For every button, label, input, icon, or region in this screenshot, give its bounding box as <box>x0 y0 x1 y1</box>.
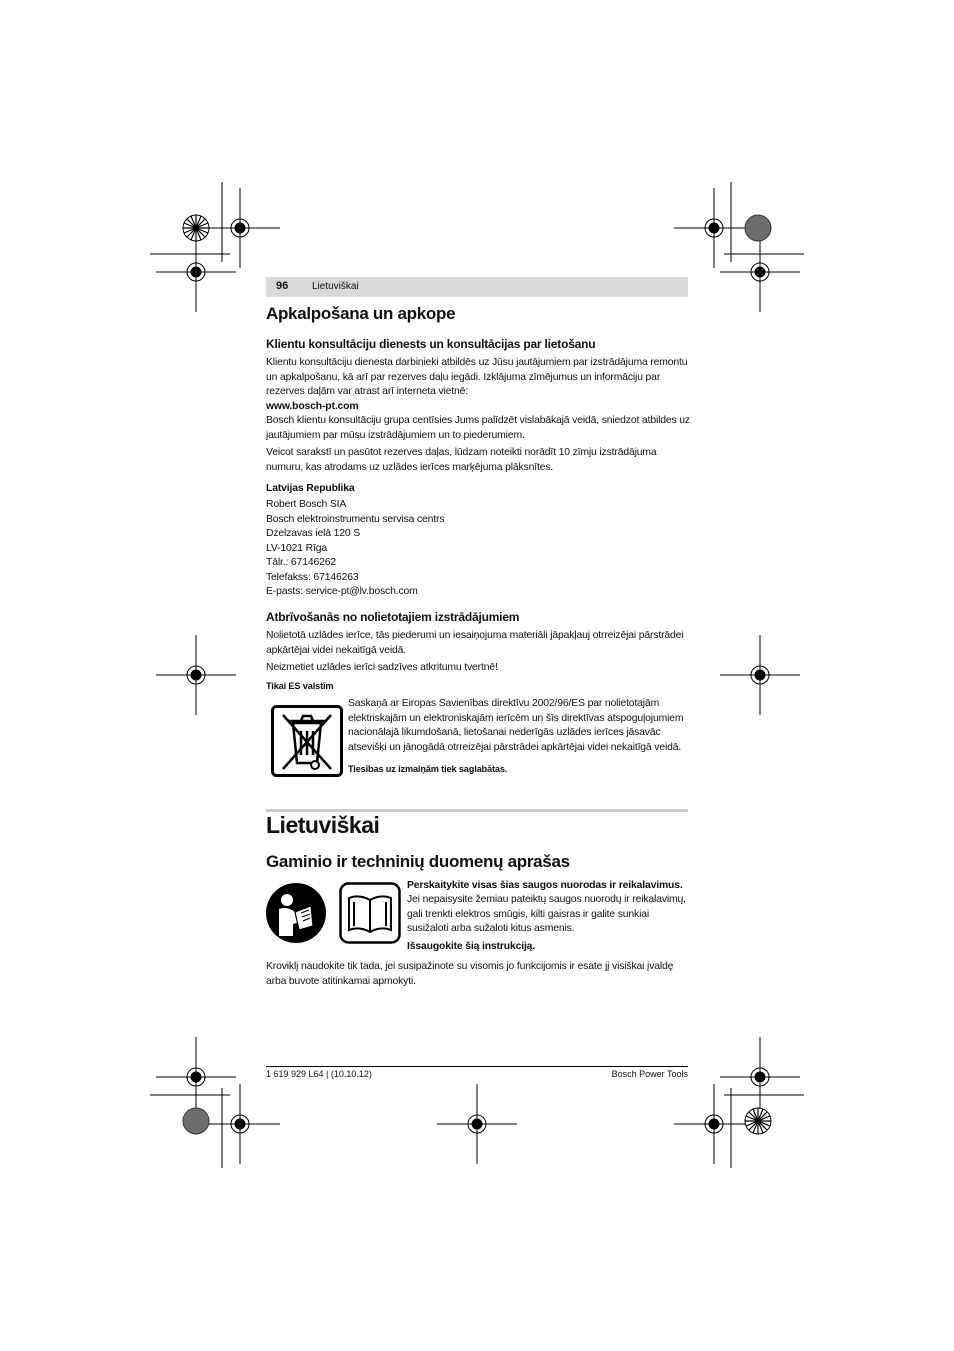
address-line: Telefakss: 67146263 <box>266 572 359 583</box>
section-title-lv: Apkalpošana un apkope <box>266 304 456 323</box>
section-subtitle-lt: Gaminio ir techninių duomenų aprašas <box>266 852 570 871</box>
address-line: Dzelzavas ielā 120 S <box>266 528 361 539</box>
consult-paragraph-1: Klientu konsultāciju dienesta darbinieki atbildēs uz Jūsu jautājumiem par izstrādājuma remontu un apkalpošanu, kā arī par rezerves daļu iegādi. Izklājuma zīmējumus un informāciju par rezerves daļām var atrast arī interneta vietnē: <box>266 357 688 398</box>
page-number: 96 <box>276 280 289 292</box>
read-manual-person-icon <box>265 882 327 944</box>
eu-only-label: Tikai ES valstīm <box>266 681 334 691</box>
disposal-paragraph-2: Neizmetiet uzlādes ierīci sadzīves atkritumu tvertnē! <box>266 662 498 673</box>
website-link[interactable]: www.bosch-pt.com <box>266 401 359 412</box>
manual-book-icon <box>339 882 401 944</box>
country-heading: Latvijas Republika <box>266 483 355 494</box>
consult-paragraph-2: Bosch klientu konsultāciju grupa centīsies Jums palīdzēt vislabākajā veidā, sniedzot atbildes uz jautājumiem par mūsu izstrādājumiem un to piederumiem. <box>266 415 690 441</box>
address-line: Robert Bosch SIA <box>266 499 347 510</box>
address-line: Tālr.: 67146262 <box>266 557 336 568</box>
safety-warning-text: Jei nepaisysite žemiau pateiktų saugos nuorodų ir reikalavimų, gali trenkti elektros smūgis, kilti gaisras ir galite sunkiai susižaloti arba sužaloti kitus asmenis. <box>407 894 686 935</box>
footer-rule <box>266 1066 688 1067</box>
reserve-rights-note: Tiesības uz izmaiņām tiek saglabātas. <box>348 764 508 774</box>
address-line: LV-1021 Rīga <box>266 543 327 554</box>
registration-mark-icon <box>200 188 280 268</box>
weee-bin-icon <box>271 705 343 777</box>
consult-paragraph-3: Veicot sarakstī un pasūtot rezerves daļas, lūdzam noteikti norādīt 10 zīmju izstrādājuma numuru, kas atrodams uz uzlādes ierīces marķējuma plāksnītes. <box>266 447 657 473</box>
eu-directive-text: Saskaņā ar Eiropas Savienības direktīvu 2002/96/ES par nolietotajām elektriskajām un elektroniskajām ierīcēm un šīs direktīvas atspoguļojumiem nacionālajā likumdošanā, lietošanai nederīgās uzlādes ierīces jāsavāc atsevišķi un jānogādā otrreizējai pārstrādei apkārtējai videi nekaitīgā veidā. <box>348 698 684 753</box>
address-line: Bosch elektroinstrumentu servisa centrs <box>266 514 445 525</box>
consult-heading: Klientu konsultāciju dienests un konsultācijas par lietošanu <box>266 337 596 351</box>
keep-instructions-note: Išsaugokite šią instrukciją. <box>407 941 536 952</box>
document-code: 1 619 929 L64 | (10.10.12) <box>266 1069 372 1079</box>
disposal-heading: Atbrīvošanās no nolietotajiem izstrādājumiem <box>266 610 520 624</box>
disposal-paragraph-1: Nolietotā uzlādes ierīce, tās piederumi un iesaiņojuma materiāli jāpakļauj otrreizējai pārstrādei apkārtējai videi nekaitīgā veidā. <box>266 630 684 656</box>
email-line[interactable]: E-pasts: service-pt@lv.bosch.com <box>266 586 418 597</box>
footer-brand: Bosch Power Tools <box>611 1069 688 1079</box>
header-language: Lietuviškai <box>312 281 359 292</box>
safety-warning-bold: Perskaitykite visas šias saugos nuorodas ir reikalavimus. <box>407 880 683 891</box>
page-header <box>266 277 688 297</box>
section-title-lt: Lietuviškai <box>266 812 380 838</box>
charger-usage-note: Kroviklį naudokite tik tada, jei susipažinote su visomis jo funkcijomis ir esate jį visiškai įvaldę arba buvote atitinkamai apmokyti. <box>266 961 674 987</box>
